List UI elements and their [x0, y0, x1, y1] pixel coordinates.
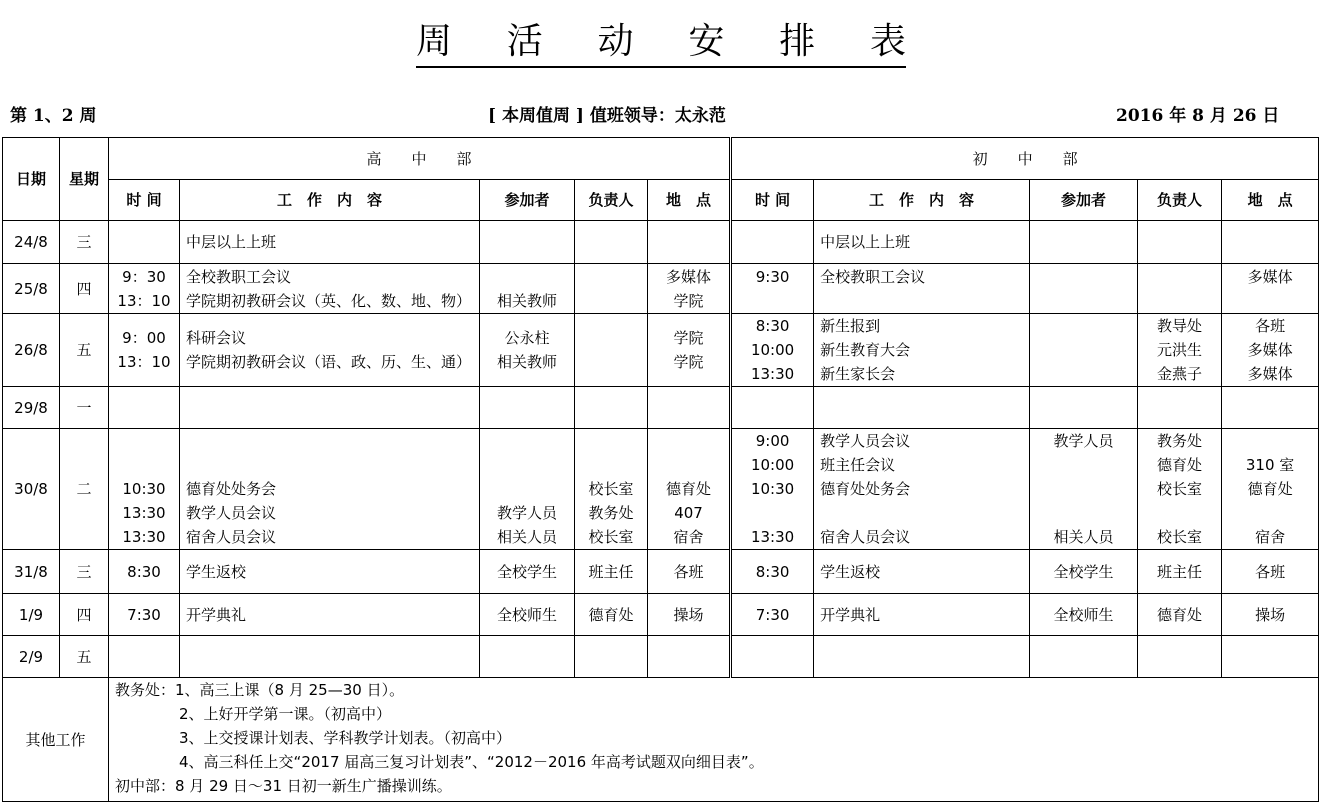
- duty-leader: [ 本周值周 ] 值班领导：太永范: [488, 106, 726, 126]
- ms-responsible-cell-line: [1138, 265, 1221, 289]
- hs-responsible-cell-line: [575, 645, 647, 669]
- ms-content-header: 工 作 内 容: [814, 180, 1030, 221]
- ms-responsible-cell: [1138, 429, 1222, 550]
- row-weekday: 五: [60, 636, 109, 678]
- middle-school-header: 初 中 部: [731, 138, 1319, 180]
- hs-location-cell-line: 德育处: [666, 480, 712, 498]
- title-underline: [416, 66, 906, 68]
- ms-time-cell: [731, 636, 814, 678]
- row-weekday: 四: [60, 594, 109, 636]
- ms-content-cell-line: 新生家长会: [820, 365, 896, 383]
- ms-participants-cell-line: [1030, 362, 1137, 386]
- ms-time-cell-line: 7:30: [755, 605, 790, 624]
- row-weekday: 三: [60, 221, 109, 264]
- hs-participants-cell-line: 教学人员: [496, 504, 557, 522]
- hs-content-cell-line: 学院期初教研会议（语、政、历、生、通）: [186, 353, 472, 371]
- title-char: 动: [597, 21, 634, 62]
- schedule-row: [3, 636, 1319, 678]
- hs-location-cell-line: 宿舍: [673, 528, 704, 546]
- ms-participants-cell-line: 全校师生: [1053, 605, 1114, 624]
- row-date: 31/8: [3, 550, 60, 594]
- ms-responsible-cell: [1138, 221, 1222, 264]
- other-work-line: 3、上交授课计划表、学科教学计划表。（初高中）: [179, 729, 512, 747]
- hs-responsible-cell: [575, 550, 648, 594]
- hs-responsible-cell-line: [575, 453, 647, 477]
- ms-time-cell-line: [732, 645, 813, 669]
- hs-responsible-cell: [575, 264, 648, 314]
- ms-time-header: 时 间: [731, 180, 814, 221]
- ms-responsible-cell: [1138, 264, 1222, 314]
- ms-time-cell-line: 9:30: [755, 267, 790, 286]
- hs-location-header: 地 点: [648, 180, 731, 221]
- hs-location-cell-line: 学院: [673, 353, 704, 371]
- hs-participants-cell: [480, 636, 575, 678]
- ms-content-cell-line: 全校教职工会议: [820, 267, 926, 286]
- other-work-row: [3, 678, 1319, 802]
- ms-content-cell-line: [820, 645, 1029, 669]
- hs-responsible-cell-line: [575, 230, 647, 254]
- hs-time-cell-line: 10:30: [122, 480, 166, 498]
- ms-responsible-cell-line: 教导处: [1157, 317, 1203, 335]
- hs-time-cell: [109, 221, 180, 264]
- ms-location-cell-line: 德育处: [1247, 480, 1293, 498]
- hs-time-cell-line: 8:30: [127, 562, 161, 581]
- schedule-row: [3, 550, 1319, 594]
- schedule-table: [2, 137, 1319, 802]
- ms-participants-cell: [1030, 387, 1138, 429]
- hs-content-cell: [180, 636, 480, 678]
- other-work-label: 其他工作: [3, 678, 109, 802]
- hs-time-cell: [109, 314, 180, 387]
- hs-location-cell-line: 407: [674, 504, 703, 522]
- hs-content-header: 工 作 内 容: [180, 180, 480, 221]
- hs-responsible-cell-line: [575, 326, 647, 350]
- hs-content-cell-line: 学院期初教研会议（英、化、数、地、物）: [186, 291, 472, 310]
- hs-location-cell-line: 多媒体: [666, 267, 712, 286]
- hs-content-cell-line: 开学典礼: [186, 605, 247, 624]
- hs-time-cell-line: 9：30: [122, 267, 166, 286]
- ms-participants-cell-line: 教学人员: [1053, 432, 1114, 450]
- ms-location-cell: [1222, 429, 1319, 550]
- hs-location-cell-line: 学院: [673, 291, 704, 310]
- ms-location-cell-line: 各班: [1255, 317, 1286, 335]
- hs-location-cell: [648, 636, 731, 678]
- hs-time-cell: [109, 550, 180, 594]
- hs-participants-cell-line: [480, 265, 574, 289]
- hs-content-cell-line: [186, 453, 479, 477]
- ms-location-cell-line: [1222, 501, 1318, 525]
- hs-responsible-cell-line: [575, 429, 647, 453]
- ms-participants-cell: [1030, 264, 1138, 314]
- ms-responsible-cell: [1138, 594, 1222, 636]
- schedule-row: [3, 314, 1319, 387]
- hs-time-cell: [109, 387, 180, 429]
- ms-time-cell-line: [732, 396, 813, 420]
- ms-location-cell-line: [1222, 429, 1318, 453]
- hs-responsible-header: 负责人: [575, 180, 648, 221]
- ms-location-cell: [1222, 387, 1319, 429]
- ms-responsible-cell-line: [1138, 230, 1221, 254]
- ms-time-cell: [731, 429, 814, 550]
- ms-location-cell: [1222, 636, 1319, 678]
- hs-time-cell-line: 9：00: [122, 329, 166, 347]
- ms-location-cell-line: 多媒体: [1247, 341, 1293, 359]
- ms-time-cell-line: 10:00: [750, 341, 795, 359]
- ms-participants-cell: [1030, 594, 1138, 636]
- hs-time-cell-line: [109, 453, 179, 477]
- hs-content-cell-line: 学生返校: [186, 562, 247, 581]
- row-date: 26/8: [3, 314, 60, 387]
- ms-location-cell-line: 各班: [1255, 562, 1286, 581]
- schedule-row: [3, 264, 1319, 314]
- ms-participants-cell-line: [1030, 477, 1137, 501]
- hs-responsible-cell: [575, 221, 648, 264]
- ms-time-cell-line: 13:30: [750, 365, 795, 383]
- section-header-row: [3, 138, 1319, 180]
- ms-participants-cell: [1030, 314, 1138, 387]
- schedule-row: [3, 594, 1319, 636]
- ms-participants-cell: [1030, 636, 1138, 678]
- hs-responsible-cell-line: [575, 265, 647, 289]
- ms-participants-cell-line: [1030, 396, 1137, 420]
- hs-participants-cell-line: [480, 453, 574, 477]
- ms-participants-cell-line: [1030, 314, 1137, 338]
- ms-time-cell-line: 8:30: [755, 562, 790, 581]
- ms-participants-header: 参加者: [1030, 180, 1138, 221]
- hs-participants-cell-line: [480, 230, 574, 254]
- hs-location-cell: [648, 550, 731, 594]
- title-char: 表: [869, 21, 906, 62]
- ms-content-cell: [814, 387, 1030, 429]
- other-work-line: 教务处：1、高三上课（8 月 25—30 日）。: [115, 681, 405, 699]
- hs-time-cell-line: [109, 429, 179, 453]
- ms-location-cell-line: 多媒体: [1247, 365, 1293, 383]
- hs-participants-cell: [480, 264, 575, 314]
- hs-location-cell: [648, 314, 731, 387]
- hs-time-cell-line: [109, 230, 179, 254]
- hs-responsible-cell-line: 校长室: [588, 480, 634, 498]
- hs-participants-cell-line: [480, 645, 574, 669]
- title-char: 安: [688, 21, 725, 62]
- ms-content-cell-line: 班主任会议: [820, 456, 896, 474]
- hs-content-cell-line: 科研会议: [186, 329, 247, 347]
- title-char: 周: [416, 21, 453, 62]
- ms-responsible-cell-line: 班主任: [1157, 562, 1203, 581]
- ms-content-cell-line: 教学人员会议: [820, 432, 911, 450]
- ms-content-cell: [814, 429, 1030, 550]
- hs-responsible-cell-line: [575, 350, 647, 374]
- hs-location-cell: [648, 387, 731, 429]
- ms-responsible-cell-line: [1138, 289, 1221, 313]
- ms-location-cell-line: [1222, 396, 1318, 420]
- ms-content-cell: [814, 221, 1030, 264]
- ms-responsible-cell-line: [1138, 501, 1221, 525]
- ms-time-cell: [731, 550, 814, 594]
- ms-location-cell-line: 宿舍: [1255, 528, 1286, 546]
- ms-content-cell-line: 新生教育大会: [820, 341, 911, 359]
- ms-location-cell-line: [1222, 289, 1318, 313]
- hs-participants-cell-line: 相关教师: [496, 291, 557, 310]
- hs-responsible-cell: [575, 594, 648, 636]
- hs-location-cell-line: 学院: [673, 329, 704, 347]
- hs-content-cell-line: [186, 396, 479, 420]
- ms-location-cell-line: [1222, 645, 1318, 669]
- hs-content-cell: [180, 429, 480, 550]
- ms-participants-cell-line: 相关人员: [1053, 528, 1114, 546]
- ms-time-cell-line: [732, 289, 813, 313]
- high-school-header: 高 中 部: [109, 138, 731, 180]
- schedule-row: [3, 387, 1319, 429]
- hs-location-cell-line: [648, 396, 729, 420]
- ms-time-cell: [731, 594, 814, 636]
- hs-responsible-cell: [575, 387, 648, 429]
- column-header-row: [3, 180, 1319, 221]
- ms-responsible-cell: [1138, 636, 1222, 678]
- schedule-row: [3, 429, 1319, 550]
- hs-participants-cell-line: 公永柱: [504, 329, 550, 347]
- date-header: 日期: [3, 138, 60, 221]
- ms-participants-cell-line: [1030, 645, 1137, 669]
- hs-content-cell-line: [186, 645, 479, 669]
- hs-content-cell-line: 德育处处务会: [186, 480, 277, 498]
- ms-content-cell-line: [820, 289, 1029, 313]
- hs-time-cell-line: 13:30: [122, 504, 166, 522]
- ms-responsible-cell: [1138, 387, 1222, 429]
- hs-responsible-cell-line: 班主任: [588, 562, 634, 581]
- hs-time-cell: [109, 594, 180, 636]
- ms-responsible-cell-line: 金燕子: [1157, 365, 1203, 383]
- hs-participants-cell-line: [480, 477, 574, 501]
- ms-participants-cell-line: [1030, 501, 1137, 525]
- row-date: 29/8: [3, 387, 60, 429]
- row-weekday: 一: [60, 387, 109, 429]
- hs-content-cell: [180, 387, 480, 429]
- row-date: 24/8: [3, 221, 60, 264]
- ms-time-cell: [731, 387, 814, 429]
- ms-location-cell-line: 310 室: [1245, 456, 1295, 474]
- hs-participants-cell: [480, 429, 575, 550]
- hs-time-cell-line: 7:30: [127, 605, 161, 624]
- ms-responsible-cell-line: 德育处: [1157, 456, 1203, 474]
- hs-participants-cell-line: [480, 429, 574, 453]
- hs-location-cell: [648, 594, 731, 636]
- hs-participants-cell-line: [480, 396, 574, 420]
- ms-time-cell: [731, 221, 814, 264]
- ms-content-cell-line: 学生返校: [820, 562, 881, 581]
- hs-participants-cell: [480, 387, 575, 429]
- ms-content-cell: [814, 636, 1030, 678]
- row-date: 30/8: [3, 429, 60, 550]
- hs-location-cell-line: 各班: [673, 562, 704, 581]
- ms-participants-cell-line: [1030, 230, 1137, 254]
- hs-time-cell-line: 13：10: [117, 353, 171, 371]
- ms-location-cell: [1222, 314, 1319, 387]
- hs-responsible-cell: [575, 429, 648, 550]
- ms-participants-cell-line: [1030, 265, 1137, 289]
- hs-content-cell: [180, 264, 480, 314]
- title-char: 活: [506, 21, 543, 62]
- ms-responsible-cell-line: 元洪生: [1157, 341, 1203, 359]
- ms-location-cell: [1222, 594, 1319, 636]
- ms-location-header: 地 点: [1222, 180, 1319, 221]
- hs-content-cell-line: 中层以上上班: [186, 233, 277, 251]
- ms-content-cell-line: [820, 501, 1029, 525]
- ms-responsible-cell-line: [1138, 645, 1221, 669]
- hs-time-cell-line: [109, 645, 179, 669]
- ms-location-cell-line: 多媒体: [1247, 267, 1293, 286]
- ms-participants-cell: [1030, 429, 1138, 550]
- ms-location-cell: [1222, 264, 1319, 314]
- ms-responsible-cell-line: 校长室: [1157, 480, 1203, 498]
- ms-location-cell-line: [1222, 230, 1318, 254]
- hs-participants-cell: [480, 550, 575, 594]
- ms-time-cell-line: 9:00: [755, 432, 790, 450]
- ms-content-cell: [814, 594, 1030, 636]
- hs-responsible-cell: [575, 636, 648, 678]
- hs-responsible-cell-line: 德育处: [588, 605, 634, 624]
- row-date: 25/8: [3, 264, 60, 314]
- ms-content-cell: [814, 314, 1030, 387]
- hs-time-cell: [109, 636, 180, 678]
- ms-time-cell-line: 13:30: [750, 528, 795, 546]
- hs-time-cell-line: 13:30: [122, 528, 166, 546]
- hs-participants-cell: [480, 314, 575, 387]
- ms-time-cell-line: [732, 230, 813, 254]
- hs-content-cell-line: [186, 429, 479, 453]
- ms-responsible-cell: [1138, 314, 1222, 387]
- ms-content-cell-line: 中层以上上班: [820, 233, 911, 251]
- ms-time-cell-line: 10:00: [750, 456, 795, 474]
- ms-time-cell: [731, 264, 814, 314]
- ms-responsible-cell-line: 校长室: [1157, 528, 1203, 546]
- hs-responsible-cell-line: 教务处: [588, 504, 634, 522]
- other-work-line: 2、上好开学第一课。（初高中）: [179, 705, 392, 723]
- hs-content-cell-line: 教学人员会议: [186, 504, 277, 522]
- hs-time-cell-line: [109, 396, 179, 420]
- hs-participants-cell-line: 相关人员: [496, 528, 557, 546]
- hs-time-header: 时 间: [109, 180, 180, 221]
- hs-responsible-cell-line: [575, 289, 647, 313]
- hs-location-cell-line: [648, 645, 729, 669]
- title-char: 排: [779, 21, 816, 62]
- ms-responsible-header: 负责人: [1138, 180, 1222, 221]
- ms-responsible-cell-line: 教务处: [1157, 432, 1203, 450]
- ms-participants-cell-line: 全校学生: [1053, 562, 1114, 581]
- ms-content-cell-line: 宿舍人员会议: [820, 528, 911, 546]
- row-weekday: 二: [60, 429, 109, 550]
- hs-participants-cell: [480, 594, 575, 636]
- hs-time-cell: [109, 429, 180, 550]
- ms-time-cell-line: 10:30: [750, 480, 795, 498]
- page-title: [416, 18, 906, 66]
- ms-participants-cell-line: [1030, 289, 1137, 313]
- ms-location-cell: [1222, 550, 1319, 594]
- hs-time-cell-line: 13：10: [117, 291, 171, 310]
- ms-content-cell: [814, 550, 1030, 594]
- row-weekday: 五: [60, 314, 109, 387]
- ms-location-cell: [1222, 221, 1319, 264]
- schedule-row: [3, 221, 1319, 264]
- row-weekday: 四: [60, 264, 109, 314]
- hs-content-cell: [180, 594, 480, 636]
- hs-time-cell: [109, 264, 180, 314]
- ms-time-cell: [731, 314, 814, 387]
- hs-location-cell-line: 操场: [673, 605, 704, 624]
- ms-participants-cell-line: [1030, 453, 1137, 477]
- other-work-content: [109, 678, 1319, 802]
- ms-content-cell-line: [820, 396, 1029, 420]
- hs-location-cell-line: [648, 453, 729, 477]
- ms-content-cell: [814, 264, 1030, 314]
- ms-time-cell-line: [732, 501, 813, 525]
- hs-participants-cell-line: 全校学生: [496, 562, 557, 581]
- ms-location-cell-line: 操场: [1255, 605, 1286, 624]
- hs-content-cell: [180, 314, 480, 387]
- ms-responsible-cell-line: [1138, 396, 1221, 420]
- hs-location-cell: [648, 429, 731, 550]
- ms-content-cell-line: 德育处处务会: [820, 480, 911, 498]
- hs-content-cell-line: 全校教职工会议: [186, 267, 292, 286]
- ms-content-cell-line: 开学典礼: [820, 605, 881, 624]
- hs-responsible-cell-line: 校长室: [588, 528, 634, 546]
- hs-content-cell-line: 宿舍人员会议: [186, 528, 277, 546]
- hs-content-cell: [180, 221, 480, 264]
- document-date: 2016 年 8 月 26 日: [1116, 106, 1280, 126]
- hs-location-cell: [648, 221, 731, 264]
- hs-responsible-cell: [575, 314, 648, 387]
- ms-responsible-cell-line: 德育处: [1157, 605, 1203, 624]
- week-label: 第 1、2 周: [10, 106, 97, 126]
- ms-content-cell-line: 新生报到: [820, 317, 881, 335]
- ms-participants-cell: [1030, 550, 1138, 594]
- hs-participants-cell: [480, 221, 575, 264]
- row-date: 2/9: [3, 636, 60, 678]
- ms-participants-cell: [1030, 221, 1138, 264]
- other-work-line: 初中部：8 月 29 日～31 日初一新生广播操训练。: [115, 777, 452, 795]
- hs-participants-header: 参加者: [480, 180, 575, 221]
- hs-location-cell: [648, 264, 731, 314]
- hs-responsible-cell-line: [575, 396, 647, 420]
- other-work-line: 4、高三科任上交“2017 届高三复习计划表”、“2012－2016 年高考试题双向细目表”。: [179, 753, 764, 771]
- row-date: 1/9: [3, 594, 60, 636]
- hs-location-cell-line: [648, 230, 729, 254]
- hs-location-cell-line: [648, 429, 729, 453]
- ms-participants-cell-line: [1030, 338, 1137, 362]
- hs-content-cell: [180, 550, 480, 594]
- hs-participants-cell-line: 相关教师: [496, 353, 557, 371]
- weekday-header: 星期: [60, 138, 109, 221]
- ms-responsible-cell: [1138, 550, 1222, 594]
- row-weekday: 三: [60, 550, 109, 594]
- ms-time-cell-line: 8:30: [755, 317, 790, 335]
- hs-participants-cell-line: 全校师生: [496, 605, 557, 624]
